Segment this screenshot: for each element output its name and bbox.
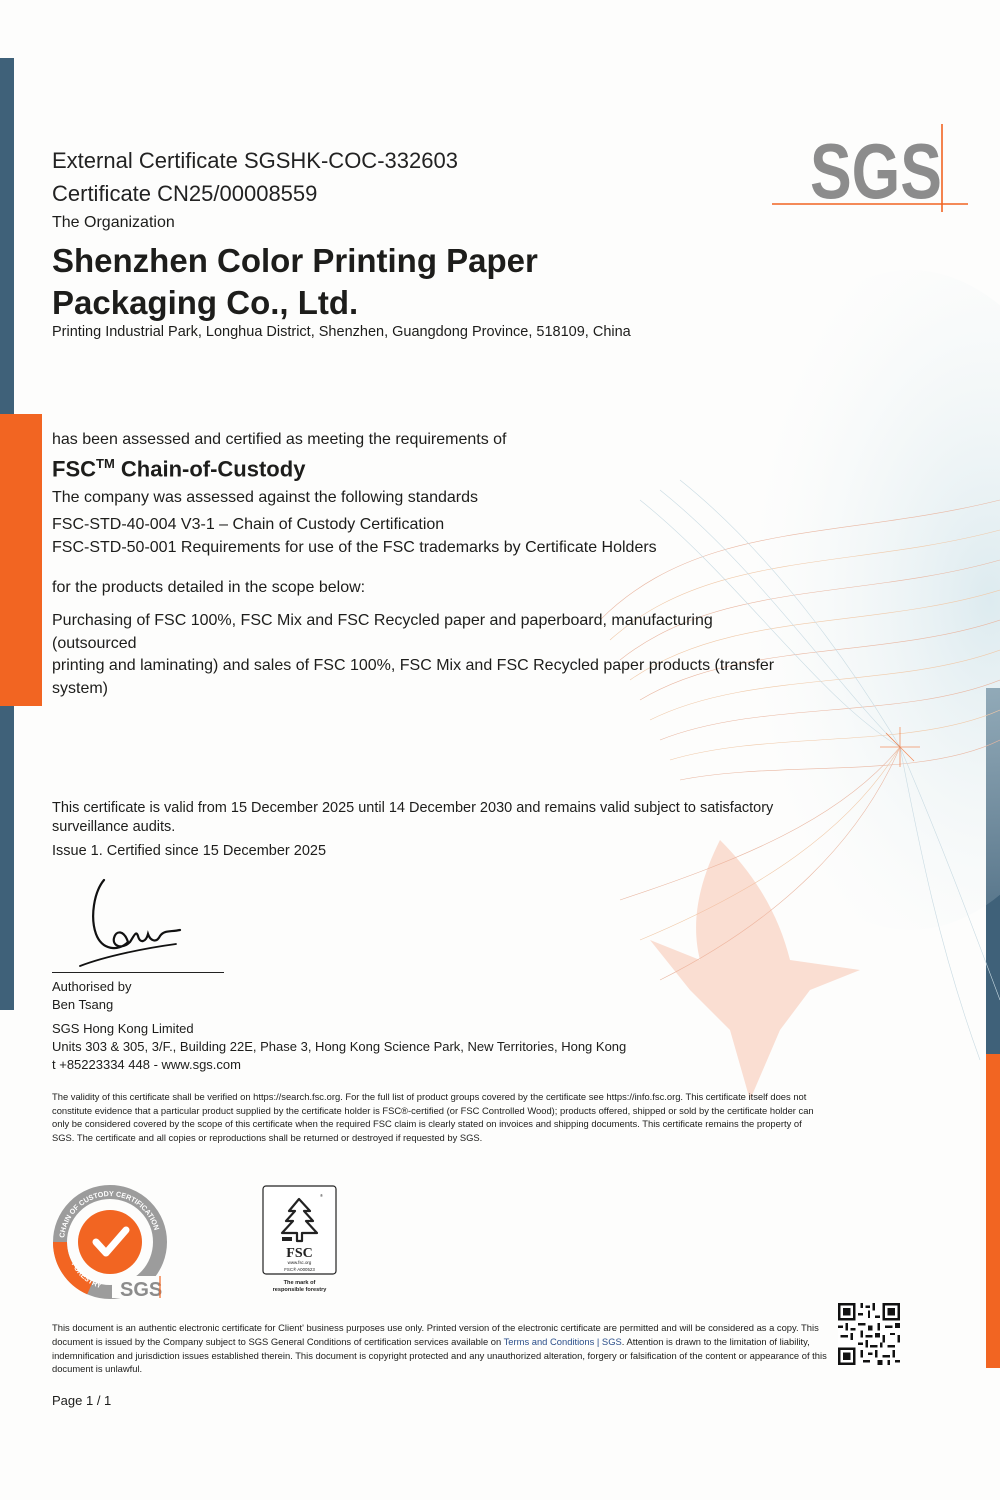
external-certificate-number: External Certificate SGSHK-COC-332603: [52, 148, 458, 173]
qr-code: [838, 1303, 900, 1365]
certificate-number: Certificate CN25/00008559: [52, 181, 318, 206]
page-number: Page 1 / 1: [52, 1393, 112, 1408]
verification-fine-print: The validity of this certificate shall be verified on https://search.fsc.org. For the full list of product groups covered by the certificate see https://info.fsc.org. This certificate itself does not constitute evidence that a particular product supplied by the certificate holder is FSC®-certified (or FSC Controlled Wood); products offered, shipped or sold by the certificate holder can only be considered covered by the scope of this certificate when the required FSC claim is clearly stated on invoices and shipping documents. This certificate remains the property of SGS. The certificate and all copies or reproductions shall be returned or destroyed if requested by SGS.: [52, 1091, 814, 1143]
scope-line: (outsourced: [52, 634, 137, 652]
authorised-label: Authorised by: [52, 979, 132, 994]
svg-text:SGS: SGS: [810, 127, 942, 214]
signatory-name: Ben Tsang: [52, 997, 114, 1012]
scheme-title: [52, 456, 305, 482]
svg-text:FORESTRY: FORESTRY: [69, 1260, 103, 1291]
organization-name: Shenzhen Color Printing Paper Packaging Co., Ltd.: [52, 242, 538, 321]
svg-text:CHAIN OF CUSTODY CERTIFICATION: CHAIN OF CUSTODY CERTIFICATION: [57, 1188, 162, 1239]
validity-statement: This certificate is valid from 15 December 2025 until 14 December 2030 and remains valid subject to satisfactory surveillance audits.: [52, 800, 774, 835]
organization-address: Printing Industrial Park, Longhua District, Shenzhen, Guangdong Province, 518109, China: [52, 324, 631, 340]
trademark-mark: TM: [96, 456, 115, 471]
standards-intro: The company was assessed against the following standards: [52, 489, 479, 506]
products-intro: for the products detailed in the scope below:: [52, 579, 366, 596]
svg-text:responsible forestry: responsible forestry: [272, 1287, 327, 1293]
disclaimer-text: This document is an authentic electronic certificate for Client' business purposes use only. Printed version of the electronic certificate are permitted and will be considered as a copy. This document is issued by the Company subject to SGS General Conditions of certification services available on: [52, 1322, 819, 1347]
left-orange-bar: [0, 414, 42, 706]
issuer-contact: t +85223334 448 - www.sgs.com: [52, 1057, 241, 1072]
scope-line: Purchasing of FSC 100%, FSC Mix and FSC Recycled paper and paperboard, manufacturing: [52, 612, 713, 629]
left-blue-bar-bottom: [0, 706, 14, 1010]
assessed-statement: has been assessed and certified as meeting the requirements of: [52, 431, 507, 448]
disclaimer: [52, 1321, 842, 1376]
organization-label: The Organization: [52, 214, 175, 231]
sgs-logo: [770, 122, 970, 214]
svg-text:The mark of: The mark of: [283, 1280, 316, 1286]
scheme-name: FSC: [52, 456, 96, 482]
svg-text:®: ®: [320, 1193, 323, 1198]
standard-item: FSC-STD-40-004 V3-1 – Chain of Custody Certification: [52, 516, 445, 533]
scheme-suffix: Chain-of-Custody: [114, 456, 306, 482]
terms-and-conditions-link[interactable]: Terms and Conditions | SGS: [503, 1335, 622, 1347]
standard-item: FSC-STD-50-001 Requirements for use of the FSC trademarks by Certificate Holders: [52, 539, 657, 556]
fsc-logo: [262, 1185, 337, 1297]
issuer-name: SGS Hong Kong Limited: [52, 1021, 194, 1036]
signature-line: [52, 972, 224, 973]
disclaimer-text: . Attention is drawn to the limitation of liability, indemnification and jurisdiction issues established therein. This document is copyright protected and any unauthorized alteration, forgery or falsification of the content or appearance of this document is unlawful.: [52, 1335, 827, 1375]
issuer-address: Units 303 & 305, 3/F., Building 22E, Phase 3, Hong Kong Science Park, New Territories, Hong Kong: [52, 1039, 627, 1054]
chain-of-custody-logo: [50, 1180, 170, 1300]
scope-line: printing and laminating) and sales of FSC 100%, FSC Mix and FSC Recycled paper products (transfer: [52, 657, 775, 674]
scope-line: system): [52, 679, 108, 697]
signature: [76, 872, 186, 972]
scope-description: [52, 610, 774, 700]
svg-text:SGS: SGS: [120, 1279, 163, 1300]
svg-text:FSC: FSC: [286, 1246, 313, 1261]
svg-text:FSC® A000523: FSC® A000523: [284, 1267, 315, 1272]
issue-statement: Issue 1. Certified since 15 December 2025: [52, 843, 327, 859]
svg-text:www.fsc.org: www.fsc.org: [287, 1260, 312, 1265]
left-blue-bar-top: [0, 58, 14, 414]
